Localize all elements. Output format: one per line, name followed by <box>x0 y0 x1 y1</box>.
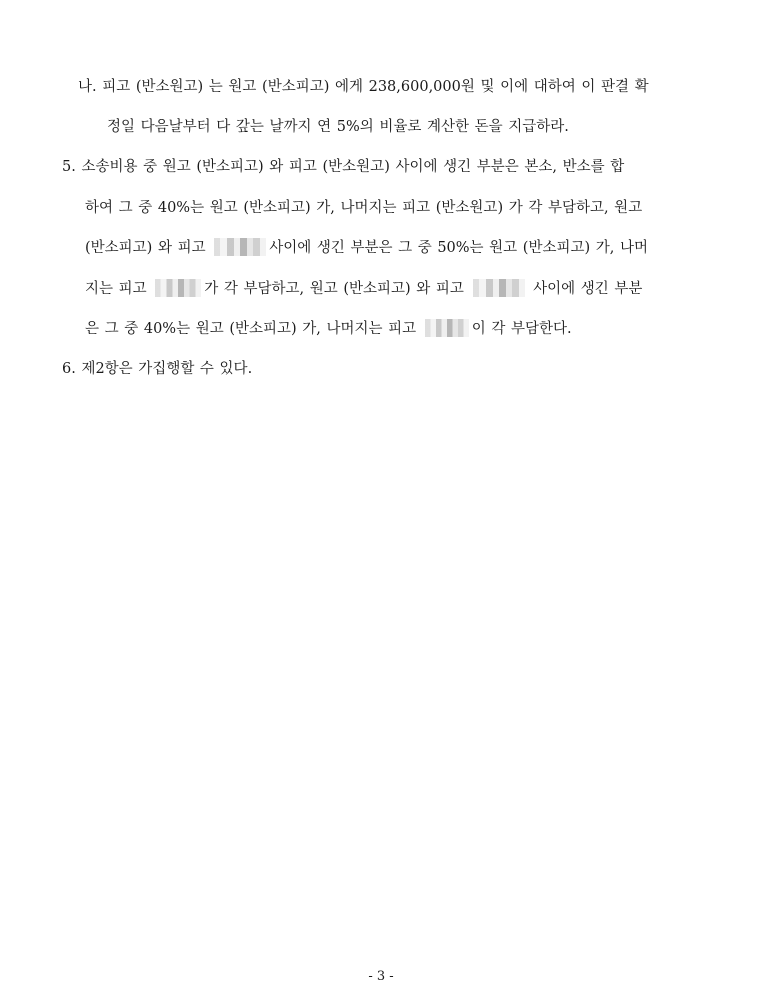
text-segment: 가 각 부담하고, 원고 (반소피고) 와 피고 <box>204 281 470 297</box>
text-line-8: 6. 제2항은 가집행할 수 있다. <box>62 361 253 377</box>
text-segment: 지는 피고 <box>85 281 153 297</box>
text-line-5 <box>85 238 648 258</box>
redacted-name <box>425 319 469 337</box>
text-segment: 사이에 생긴 부분은 그 중 50%는 원고 (반소피고) 가, 나머 <box>269 240 648 256</box>
text-segment: 이 각 부담한다. <box>471 321 572 337</box>
text-line-7 <box>85 319 572 339</box>
text-segment: 은 그 중 40%는 원고 (반소피고) 가, 나머지는 피고 <box>85 321 422 337</box>
text-line-6 <box>85 279 642 299</box>
redacted-name <box>214 238 266 256</box>
text-segment: 사이에 생긴 부분 <box>527 281 643 297</box>
text-line-3: 5. 소송비용 중 원고 (반소피고) 와 피고 (반소원고) 사이에 생긴 부분은 본소, 반소를 합 <box>62 159 625 175</box>
text-line-4: 하여 그 중 40%는 원고 (반소피고) 가, 나머지는 피고 (반소원고) 가 각 부담하고, 원고 <box>85 200 643 216</box>
page-number: - 3 - <box>368 969 394 984</box>
redacted-name <box>155 279 201 297</box>
text-segment: (반소피고) 와 피고 <box>85 240 212 256</box>
redacted-name <box>473 279 525 297</box>
text-line-2: 정일 다음날부터 다 갚는 날까지 연 5%의 비율로 계산한 돈을 지급하라. <box>107 119 569 135</box>
text-line-1: 나. 피고 (반소원고) 는 원고 (반소피고) 에게 238,600,000원 및 이에 대하여 이 판결 확 <box>78 79 649 95</box>
